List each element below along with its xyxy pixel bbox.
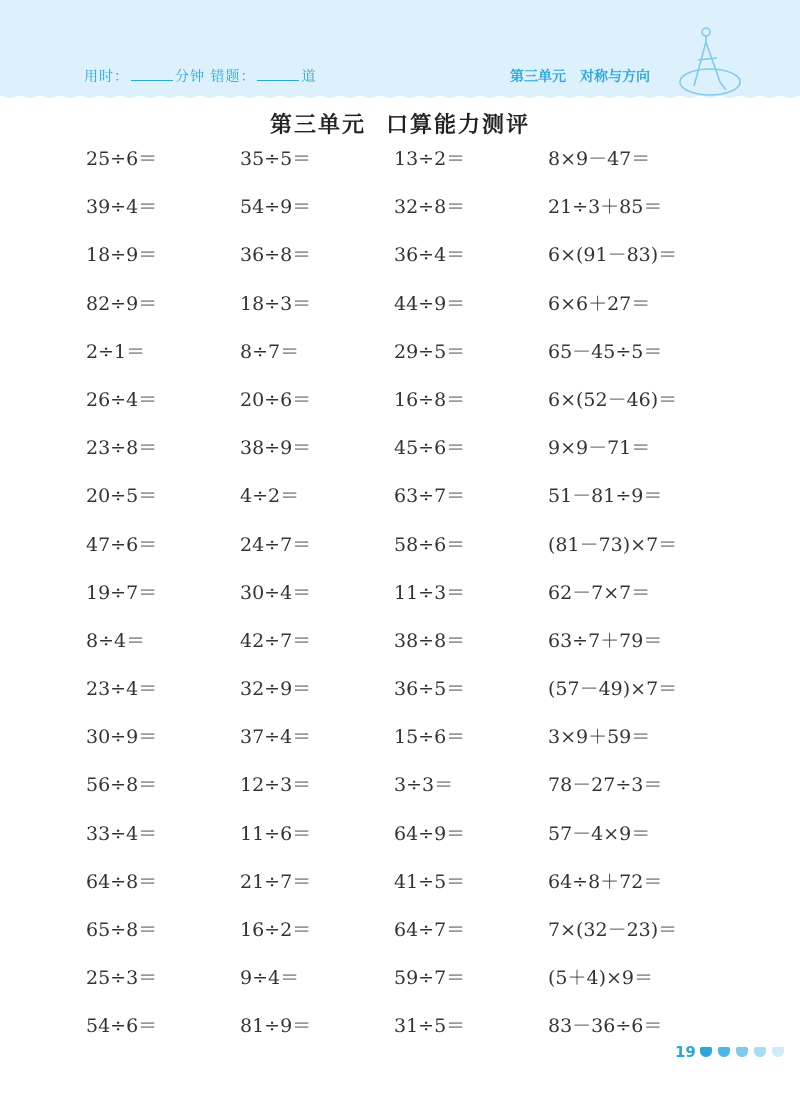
problem: 59÷7＝ (394, 967, 466, 990)
problem: 20÷6＝ (240, 388, 312, 411)
problem: 83－36÷6＝ (548, 1015, 663, 1038)
header-unit (510, 66, 650, 86)
header-record (84, 66, 316, 86)
problem: 29÷5＝ (394, 340, 466, 363)
errors-unit: 道 (301, 69, 317, 85)
problem: 11÷3＝ (394, 581, 466, 604)
page-decoration (700, 1047, 784, 1057)
problem: 6×(52－46)＝ (548, 388, 678, 411)
problem: 9×9－71＝ (548, 437, 651, 460)
problem: 18÷3＝ (240, 292, 312, 315)
problem: 78－27÷3＝ (548, 774, 663, 797)
problem: 32÷8＝ (394, 196, 466, 219)
problem: 25÷6＝ (86, 148, 158, 170)
problem: 44÷9＝ (394, 292, 466, 315)
problem: 8÷4＝ (86, 629, 146, 652)
problem: 35÷5＝ (240, 148, 312, 170)
problem: 45÷6＝ (394, 437, 466, 460)
problem: 8×9－47＝ (548, 148, 651, 170)
problem: 36÷5＝ (394, 678, 466, 701)
compass-icon (678, 22, 742, 100)
problem: 39÷4＝ (86, 196, 158, 219)
problem: 51－81÷9＝ (548, 485, 663, 508)
problem: 65－45÷5＝ (548, 340, 663, 363)
problem: 30÷9＝ (86, 726, 158, 749)
problem: 26÷4＝ (86, 388, 158, 411)
problem: 19÷7＝ (86, 581, 158, 604)
problem: 3×9＋59＝ (548, 726, 651, 749)
problem: 21÷3＋85＝ (548, 196, 663, 219)
problem: 62－7×7＝ (548, 581, 651, 604)
problem: 23÷4＝ (86, 678, 158, 701)
problem: 64÷8＝ (86, 870, 158, 893)
problem: 25÷3＝ (86, 967, 158, 990)
drop-icon (772, 1047, 784, 1057)
problem: (81－73)×7＝ (548, 533, 678, 556)
problem: 23÷8＝ (86, 437, 158, 460)
problem: 18÷9＝ (86, 244, 158, 267)
problem: 15÷6＝ (394, 726, 466, 749)
problem: 41÷5＝ (394, 870, 466, 893)
problem: 42÷7＝ (240, 629, 312, 652)
problem: 6×6＋27＝ (548, 292, 651, 315)
problem: 36÷8＝ (240, 244, 312, 267)
problem: 37÷4＝ (240, 726, 312, 749)
problem-grid (86, 140, 728, 1056)
problem: 63÷7＋79＝ (548, 629, 663, 652)
problem: 13÷2＝ (394, 148, 466, 170)
drop-icon (718, 1047, 730, 1057)
header-unit-number: 第三单元 (510, 69, 566, 85)
page-number: 19 (675, 1043, 696, 1061)
problem: 65÷8＝ (86, 919, 158, 941)
problem: 57－4×9＝ (548, 822, 651, 845)
problem: 16÷2＝ (240, 919, 312, 941)
header-unit-topic: 对称与方向 (580, 69, 650, 85)
problem: 38÷8＝ (394, 629, 466, 652)
problem: 9÷4＝ (240, 967, 300, 990)
problem: 47÷6＝ (86, 533, 158, 556)
page-title (0, 108, 800, 139)
problem: 16÷8＝ (394, 388, 466, 411)
problem: 31÷5＝ (394, 1015, 466, 1038)
problem: 58÷6＝ (394, 533, 466, 556)
problem: 64÷8＋72＝ (548, 870, 663, 893)
time-label: 用时： (84, 69, 129, 85)
problem: 54÷6＝ (86, 1015, 158, 1038)
problem: 6×(91－83)＝ (548, 244, 678, 267)
problem: 33÷4＝ (86, 822, 158, 845)
problem: 4÷2＝ (240, 485, 300, 508)
problem: 3÷3＝ (394, 774, 454, 797)
problem: 20÷5＝ (86, 485, 158, 508)
problem: 63÷7＝ (394, 485, 466, 508)
drop-icon (736, 1047, 748, 1057)
problem: (5＋4)×9＝ (548, 967, 654, 990)
problem: 32÷9＝ (240, 678, 312, 701)
problem: 56÷8＝ (86, 774, 158, 797)
time-blank (131, 68, 173, 81)
drop-icon (754, 1047, 766, 1057)
problem: 21÷7＝ (240, 870, 312, 893)
title-name: 口算能力测评 (386, 113, 531, 138)
problem: 81÷9＝ (240, 1015, 312, 1038)
problem: 36÷4＝ (394, 244, 466, 267)
title-unit: 第三单元 (269, 113, 366, 138)
time-unit: 分钟 (175, 69, 205, 85)
problem: 8÷7＝ (240, 340, 300, 363)
problem: 12÷3＝ (240, 774, 312, 797)
problem: 7×(32－23)＝ (548, 919, 678, 941)
problem: (57－49)×7＝ (548, 678, 678, 701)
problem: 54÷9＝ (240, 196, 312, 219)
problem: 30÷4＝ (240, 581, 312, 604)
errors-blank (257, 68, 299, 81)
problem: 64÷7＝ (394, 919, 466, 941)
problem: 64÷9＝ (394, 822, 466, 845)
problem: 24÷7＝ (240, 533, 312, 556)
problem: 2÷1＝ (86, 340, 146, 363)
problem: 11÷6＝ (240, 822, 312, 845)
problem: 82÷9＝ (86, 292, 158, 315)
drop-icon (700, 1047, 712, 1057)
problem: 38÷9＝ (240, 437, 312, 460)
errors-label: 错题： (210, 69, 256, 85)
